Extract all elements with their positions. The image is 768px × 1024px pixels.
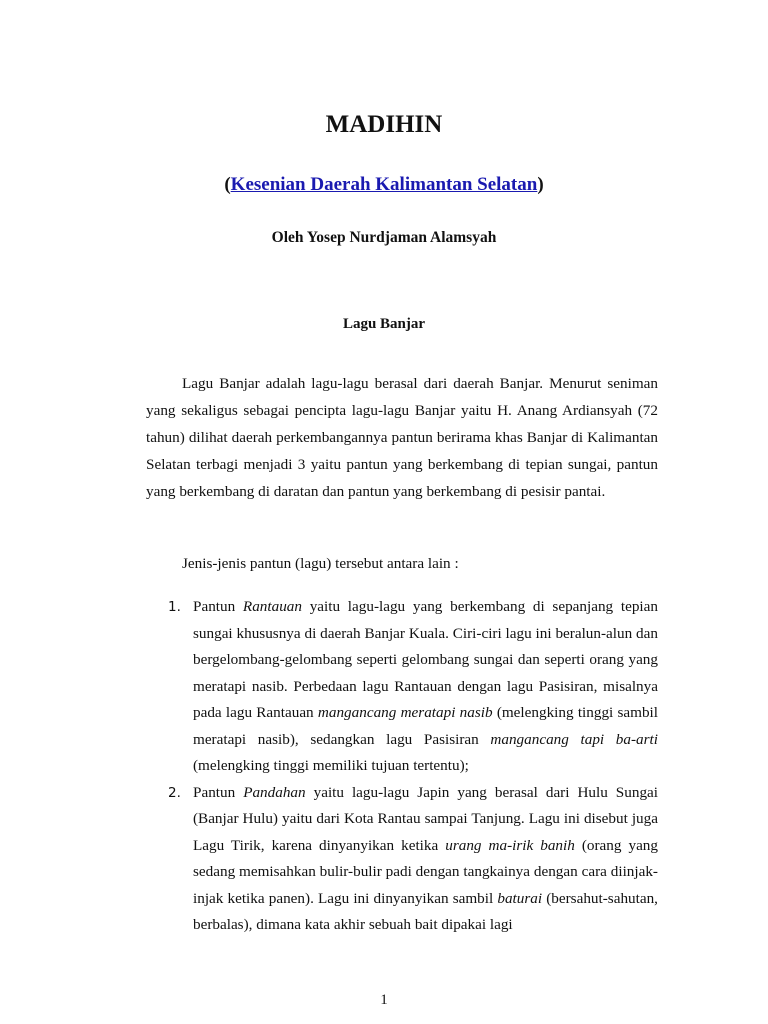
- list-item-text: (bersahut-sahutan, berbalas), dimana kata akhir sebuah bait dipakai lagi: [193, 889, 658, 933]
- list-item-text: (melengking tinggi sambil meratapi nasib), sedangkan lagu Pasisiran: [193, 704, 658, 748]
- list-intro: Jenis-jenis pantun (lagu) tersebut antara lain :: [182, 555, 459, 572]
- list-item-italic: Rantauan: [242, 598, 302, 615]
- author-line: Oleh Yosep Nurdjaman Alamsyah: [271, 229, 497, 246]
- list-item-italic: mangancang tapi ba-arti: [490, 730, 658, 748]
- list-item-italic: mangancang meratapi nasib: [317, 704, 493, 721]
- pantun-list: [146, 594, 658, 939]
- page-number: 1: [380, 992, 388, 1008]
- list-item: [146, 594, 658, 780]
- list-item-text: yaitu lagu-lagu Japin yang berasal dari Hulu Sungai (Banjar Hulu) yaitu dari Kota Rantau sampai Tanjung. Lagu ini disebut juga Lagu Tirik, karena dinyanyikan ketika: [193, 783, 658, 854]
- list-item-text: (orang yang sedang memisahkan bulir-bulir padi dengan tangkainya dengan cara diinjak-injak ketika panen). Lagu ini dinyanyikan sambil: [193, 836, 658, 907]
- list-item-number: 2.: [168, 784, 181, 801]
- subtitle-link[interactable]: Kesenian Daerah Kalimantan Selatan: [230, 174, 538, 195]
- subtitle-close-paren: ): [537, 174, 544, 195]
- list-item-text: Pantun: [193, 598, 243, 615]
- document-title: MADIHIN: [325, 111, 443, 138]
- list-item: [146, 780, 658, 939]
- list-item-italic: Pandahan: [243, 783, 306, 801]
- list-item-number: 1.: [168, 599, 181, 615]
- list-item-text: yaitu lagu-lagu yang berkembang di sepanjang tepian sungai khususnya di daerah Banjar Kuala. Ciri-ciri lagu ini beralun-alun dan bergelombang-gelombang seperti gelombang sungai dan seperti orang yang meratapi nasib. Perbedaan lagu Rantauan dengan lagu Pasisiran, misalnya pada lagu Rantauan: [193, 598, 658, 721]
- list-item-italic: urang ma-irik banih: [445, 836, 575, 854]
- list-item-italic: baturai: [497, 889, 543, 907]
- document-subtitle: [0, 172, 768, 198]
- section-heading: Lagu Banjar: [342, 316, 426, 332]
- list-item-text: Pantun: [193, 783, 244, 801]
- list-item-text: (melengking tinggi memiliki tujuan tertentu);: [193, 757, 469, 774]
- subtitle-open-paren: (: [224, 174, 231, 195]
- body-paragraph: Lagu Banjar adalah lagu-lagu berasal dari daerah Banjar. Menurut seniman yang sekaligus sebagai pencipta lagu-lagu Banjar yaitu H. Anang Ardiansyah (72 tahun) dilihat daerah perkembangannya pantun berirama khas Banjar di Kalimantan Selatan terbagi menjadi 3 yaitu pantun yang berkembang di tepian sungai, pantun yang berkembang di daratan dan pantun yang berkembang di pesisir pantai.: [146, 375, 658, 500]
